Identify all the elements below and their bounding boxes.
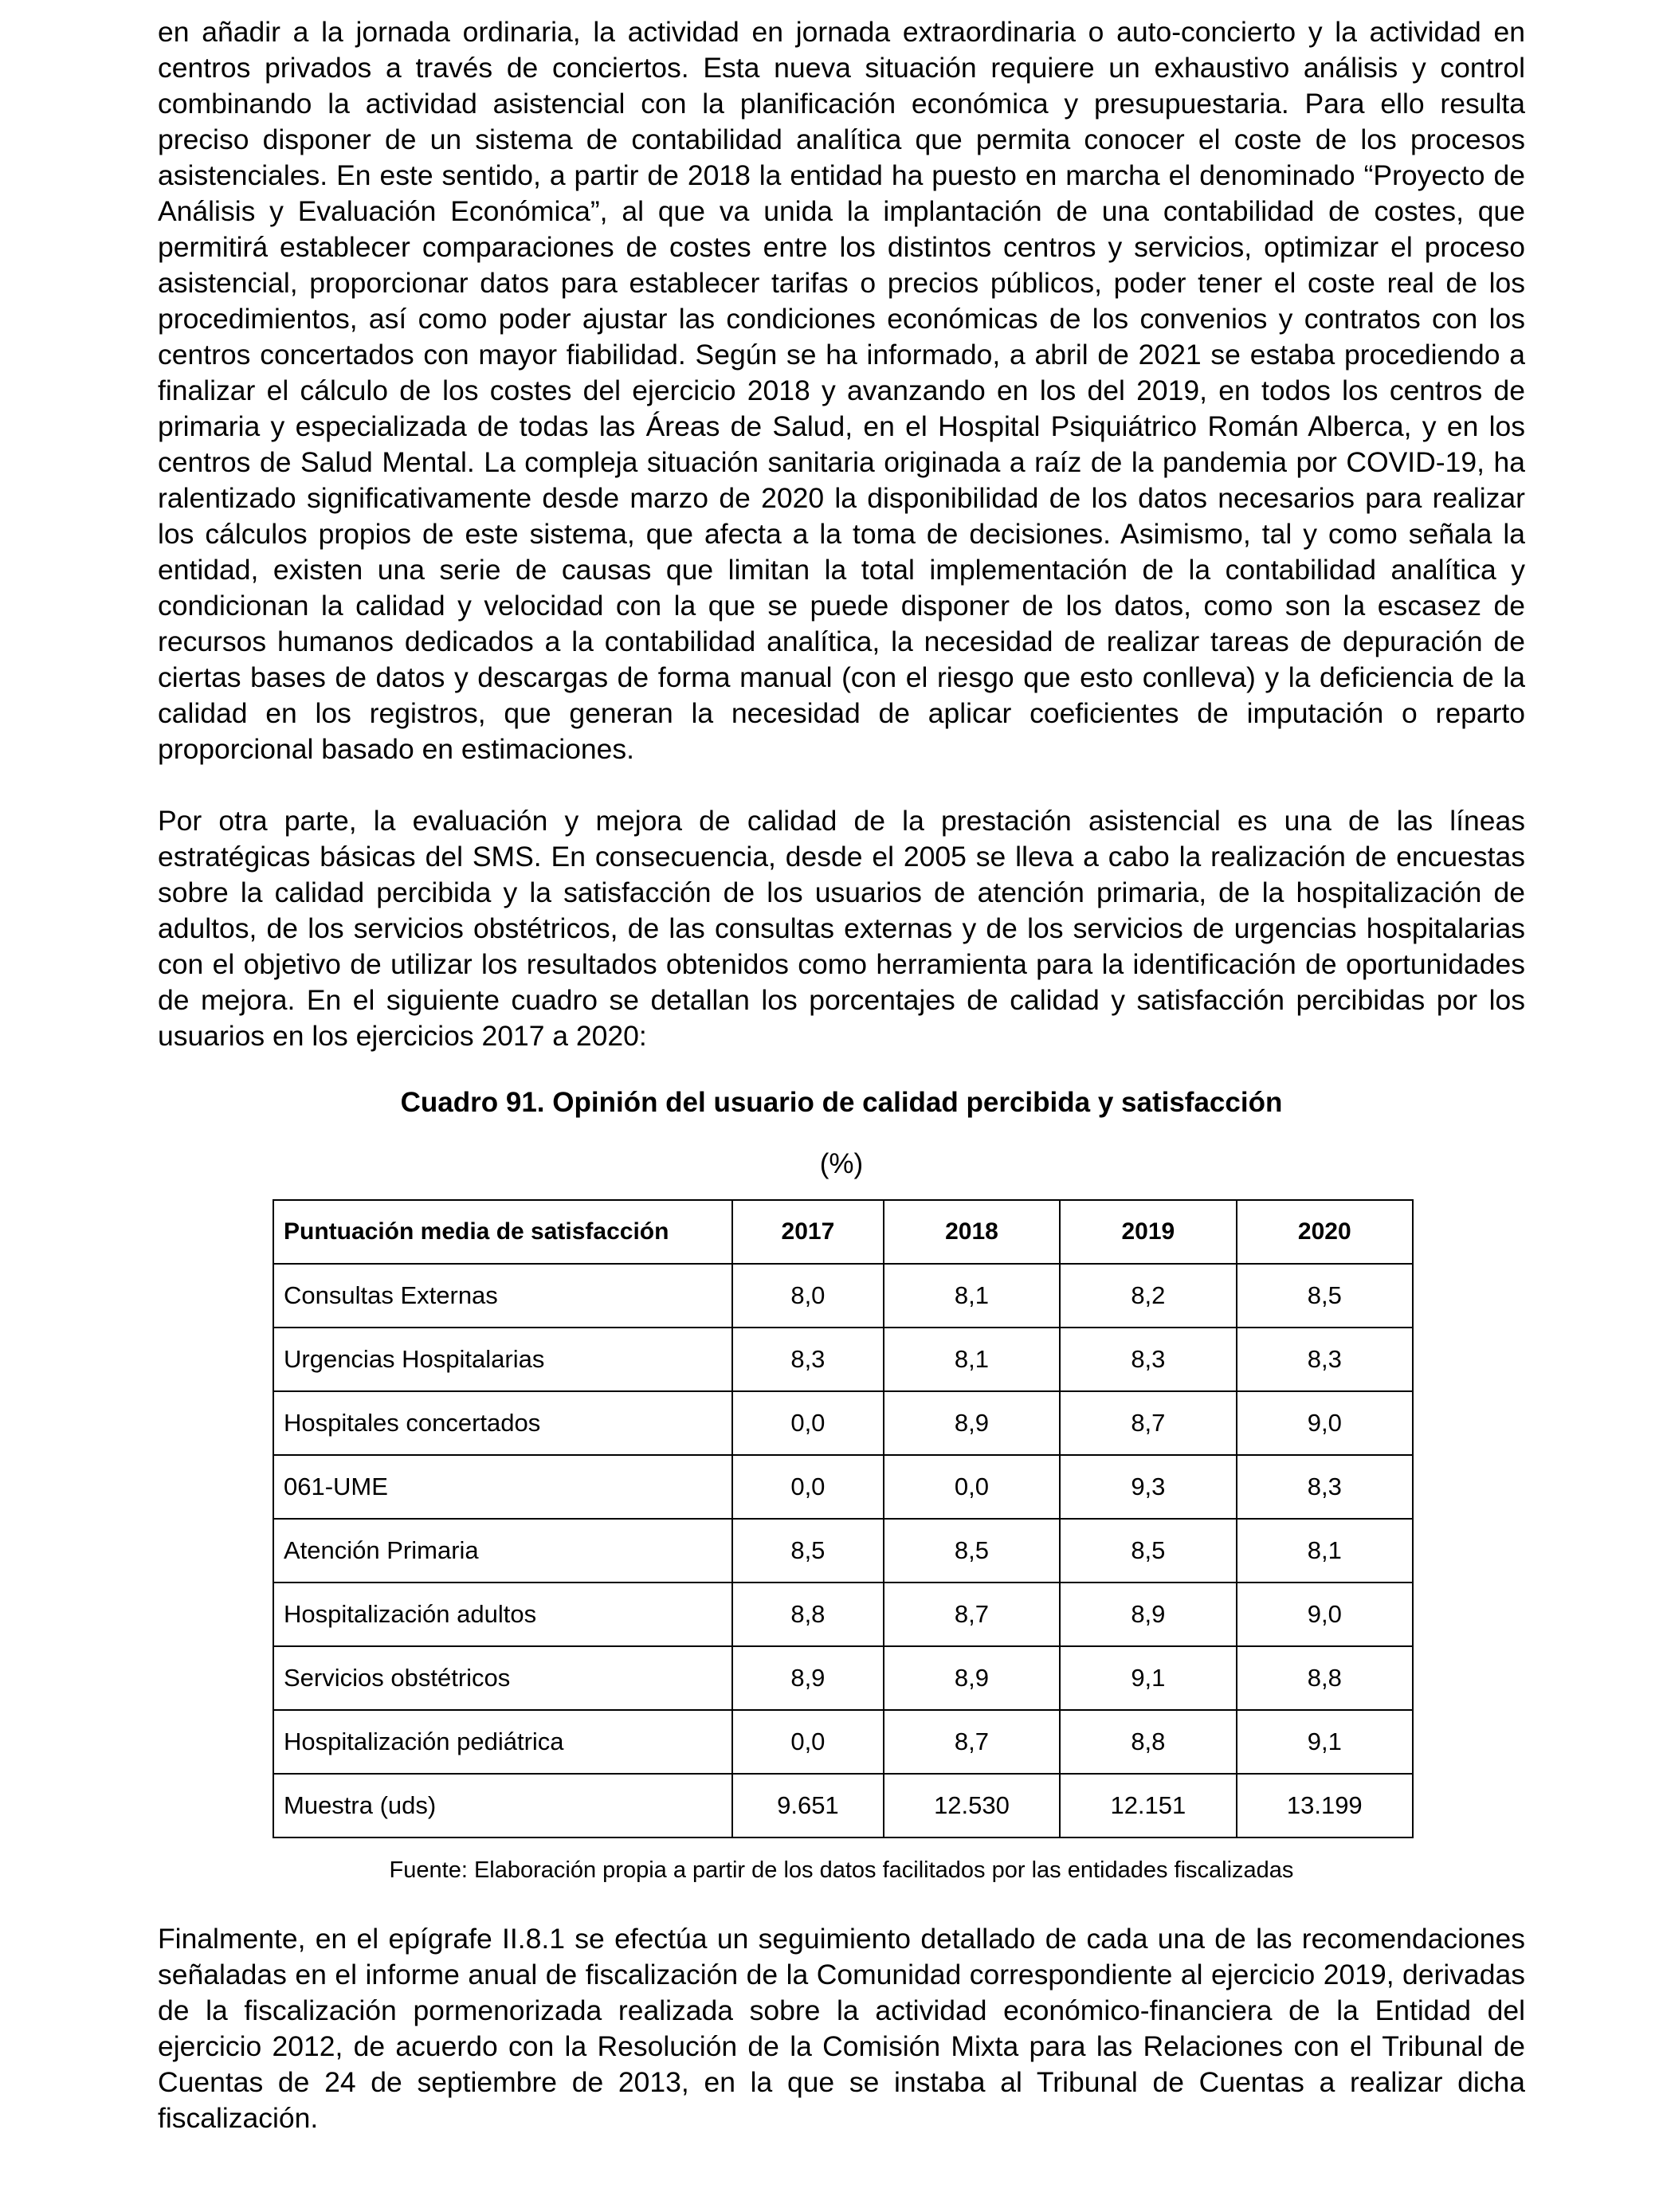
value-cell: 9,0 [1237,1391,1413,1455]
value-cell: 8,3 [732,1328,884,1391]
value-cell: 8,3 [1237,1328,1413,1391]
value-cell: 12.530 [884,1774,1060,1837]
table-caption: Cuadro 91. Opinión del usuario de calidad percibida y satisfacción [400,1087,1283,1118]
row-label-cell: Atención Primaria [273,1519,732,1583]
value-cell: 8,9 [1060,1583,1236,1646]
value-cell: 8,3 [1060,1328,1236,1391]
header-cell: 2019 [1060,1200,1236,1264]
value-cell: 8,1 [884,1264,1060,1328]
value-cell: 8,3 [1237,1455,1413,1519]
value-cell: 9,1 [1237,1710,1413,1774]
value-cell: 13.199 [1237,1774,1413,1837]
value-cell: 8,8 [732,1583,884,1646]
table-row [273,1710,1413,1774]
value-cell: 9,3 [1060,1455,1236,1519]
table-row [273,1774,1413,1837]
table-source: Fuente: Elaboración propia a partir de los datos facilitados por las entidades fiscalizadas [389,1857,1294,1883]
row-label-cell: Muestra (uds) [273,1774,732,1837]
value-cell: 0,0 [884,1455,1060,1519]
value-cell: 8,8 [1060,1710,1236,1774]
table-row [273,1264,1413,1328]
value-cell: 8,5 [884,1519,1060,1583]
header-cell: 2017 [732,1200,884,1264]
row-label-cell: 061-UME [273,1455,732,1519]
header-cell: 2020 [1237,1200,1413,1264]
table-header-row [273,1200,1413,1264]
row-label-cell: Hospitalización pediátrica [273,1710,732,1774]
value-cell: 9.651 [732,1774,884,1837]
paragraph-seguimiento: Finalmente, en el epígrafe II.8.1 se efectúa un seguimiento detallado de cada una de las recomendaciones señaladas en el informe anual de fiscalización de la Comunidad correspondiente al ejercicio 2019, derivadas de la fiscalización pormenorizada realizada sobre la actividad económico-financiera de la Entidad del ejercicio 2012, de acuerdo con la Resolución de la Comisión Mixta para las Relaciones con el Tribunal de Cuentas de 24 de septiembre de 2013, en la que se instaba al Tribunal de Cuentas a realizar dicha fiscalización. [158,1923,1525,2134]
value-cell: 0,0 [732,1391,884,1455]
paragraph-calidad-asistencial: Por otra parte, la evaluación y mejora de calidad de la prestación asistencial es una de las líneas estratégicas básicas del SMS. En consecuencia, desde el 2005 se lleva a cabo la realización de encuestas sobre la calidad percibida y la satisfacción de los usuarios de atención primaria, de la hospitalización de adultos, de los servicios obstétricos, de las consultas externas y de los servicios de urgencias hospitalarias con el objetivo de utilizar los resultados obtenidos como herramienta para la identificación de oportunidades de mejora. En el siguiente cuadro se detallan los porcentajes de calidad y satisfacción percibidas por los usuarios en los ejercicios 2017 a 2020: [158,805,1525,1052]
value-cell: 8,9 [732,1646,884,1710]
row-label-cell: Hospitales concertados [273,1391,732,1455]
value-cell: 8,5 [1060,1519,1236,1583]
value-cell: 8,0 [732,1264,884,1328]
value-cell: 8,7 [884,1583,1060,1646]
table-row [273,1391,1413,1455]
value-cell: 8,5 [1237,1264,1413,1328]
table-row [273,1583,1413,1646]
satisfaction-table [273,1199,1414,1838]
value-cell: 8,7 [1060,1391,1236,1455]
value-cell: 8,1 [1237,1519,1413,1583]
value-cell: 9,1 [1060,1646,1236,1710]
table-body [273,1264,1413,1837]
value-cell: 12.151 [1060,1774,1236,1837]
value-cell: 8,7 [884,1710,1060,1774]
table-row [273,1646,1413,1710]
header-cell: 2018 [884,1200,1060,1264]
header-cell: Puntuación media de satisfacción [273,1200,732,1264]
table-row [273,1455,1413,1519]
document-page [158,14,1525,2136]
table-row [273,1328,1413,1391]
value-cell: 8,5 [732,1519,884,1583]
value-cell: 8,8 [1237,1646,1413,1710]
row-label-cell: Urgencias Hospitalarias [273,1328,732,1391]
table-unit: (%) [819,1148,864,1179]
row-label-cell: Consultas Externas [273,1264,732,1328]
table-row [273,1519,1413,1583]
paragraph-contabilidad-analitica: en añadir a la jornada ordinaria, la actividad en jornada extraordinaria o auto-concierto y la actividad en centros privados a través de conciertos. Esta nueva situación requiere un exhaustivo análisis y control combinando la actividad asistencial con la planificación económica y presupuestaria. Para ello resulta preciso disponer de un sistema de contabilidad analítica que permita conocer el coste de los procesos asistenciales. En este sentido, a partir de 2018 la entidad ha puesto en marcha el denominado “Proyecto de Análisis y Evaluación Económica”, al que va unida la implantación de una contabilidad de costes, que permitirá establecer comparaciones de costes entre los distintos centros y servicios, optimizar el proceso asistencial, proporcionar datos para establecer tarifas o precios públicos, poder tener el coste real de los procedimientos, así como poder ajustar las condiciones económicas de los convenios y contratos con los centros concertados con mayor fiabilidad. Según se ha informado, a abril de 2021 se estaba procediendo a finalizar el cálculo de los costes del ejercicio 2018 y avanzando en los del 2019, en todos los centros de primaria y especializada de todas las Áreas de Salud, en el Hospital Psiquiátrico Román Alberca, y en los centros de Salud Mental. La compleja situación sanitaria originada a raíz de la pandemia por COVID-19, ha ralentizado significativamente desde marzo de 2020 la disponibilidad de los datos necesarios para realizar los cálculos propios de este sistema, que afecta a la toma de decisiones. Asimismo, tal y como señala la entidad, existen una serie de causas que limitan la total implementación de la contabilidad analítica y condicionan la calidad y velocidad con la que se puede disponer de los datos, como son la escasez de recursos humanos dedicados a la contabilidad analítica, la necesidad de realizar tareas de depuración de ciertas bases de datos y descargas de forma manual (con el riesgo que esto conlleva) y la deficiencia de la calidad en los registros, que generan la necesidad de aplicar coeficientes de imputación o reparto proporcional basado en estimaciones. [158,16,1525,765]
row-label-cell: Servicios obstétricos [273,1646,732,1710]
value-cell: 8,9 [884,1391,1060,1455]
value-cell: 0,0 [732,1455,884,1519]
value-cell: 0,0 [732,1710,884,1774]
value-cell: 8,2 [1060,1264,1236,1328]
value-cell: 8,1 [884,1328,1060,1391]
row-label-cell: Hospitalización adultos [273,1583,732,1646]
value-cell: 9,0 [1237,1583,1413,1646]
value-cell: 8,9 [884,1646,1060,1710]
